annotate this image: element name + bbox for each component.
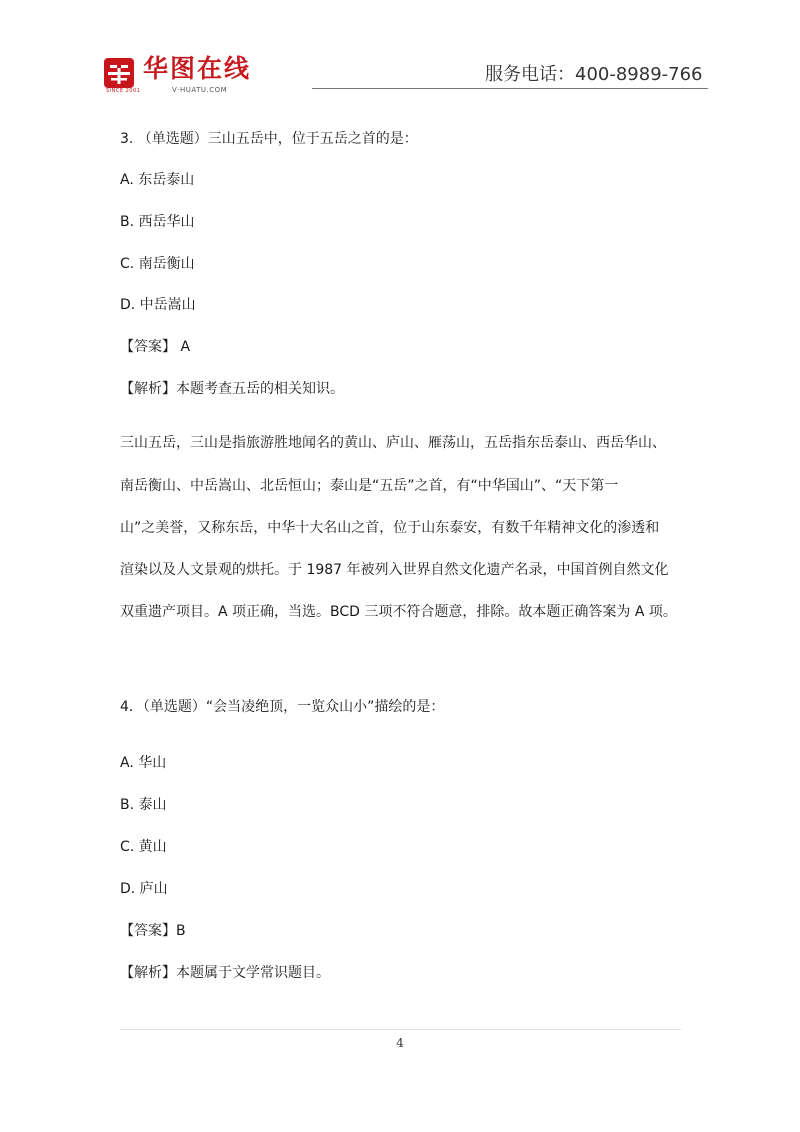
analysis-line: 南岳衡山、中岳嵩山、北岳恒山；泰山是“五岳”之首，有“中华国山”、“天下第一 bbox=[120, 478, 619, 494]
answer: 【答案】B bbox=[120, 923, 186, 939]
huatu-logo-icon bbox=[104, 58, 134, 88]
analysis-line: 山”之美誉，又称东岳，中华十大名山之首，位于山东泰安，有数千年精神文化的渗透和 bbox=[120, 520, 660, 536]
answer: 【答案】 A bbox=[120, 339, 191, 355]
analysis-line: 三山五岳，三山是指旅游胜地闻名的黄山、庐山、雁荡山，五岳指东岳泰山、西岳华山、 bbox=[120, 435, 666, 451]
analysis-line: 渲染以及人文景观的烘托。于 1987 年被列入世界自然文化遗产名录，中国首例自然文化 bbox=[120, 562, 669, 578]
service-hotline: 服务电话：400-8989-766 bbox=[485, 64, 703, 85]
option-c: C. 南岳衡山 bbox=[120, 256, 195, 272]
option-d: D. 中岳嵩山 bbox=[120, 297, 196, 313]
option-b: B. 泰山 bbox=[120, 797, 167, 813]
question-stem: 3. （单选题）三山五岳中，位于五岳之首的是： bbox=[120, 131, 418, 147]
option-c: C. 黄山 bbox=[120, 839, 167, 855]
logo-since-text: SINCE 2001 bbox=[106, 88, 141, 94]
logo-wordmark: 华图在线 bbox=[143, 54, 252, 83]
question-stem: 4．（单选题）“会当凌绝顶，一览众山小”描绘的是： bbox=[120, 699, 445, 715]
page-number: 4 bbox=[396, 1036, 404, 1050]
option-a: A. 东岳泰山 bbox=[120, 172, 195, 188]
logo-domain: V·HUATU.COM bbox=[172, 86, 228, 94]
footer-divider bbox=[120, 1029, 681, 1030]
header-divider bbox=[312, 88, 708, 89]
analysis-line: 双重遗产项目。A 项正确，当选。BCD 三项不符合题意，排除。故本题正确答案为 A 项。 bbox=[120, 604, 677, 620]
option-b: B. 西岳华山 bbox=[120, 214, 195, 230]
analysis-title: 【解析】本题属于文学常识题目。 bbox=[120, 965, 330, 981]
option-d: D. 庐山 bbox=[120, 881, 168, 897]
option-a: A. 华山 bbox=[120, 755, 167, 771]
analysis-title: 【解析】本题考查五岳的相关知识。 bbox=[120, 381, 344, 397]
